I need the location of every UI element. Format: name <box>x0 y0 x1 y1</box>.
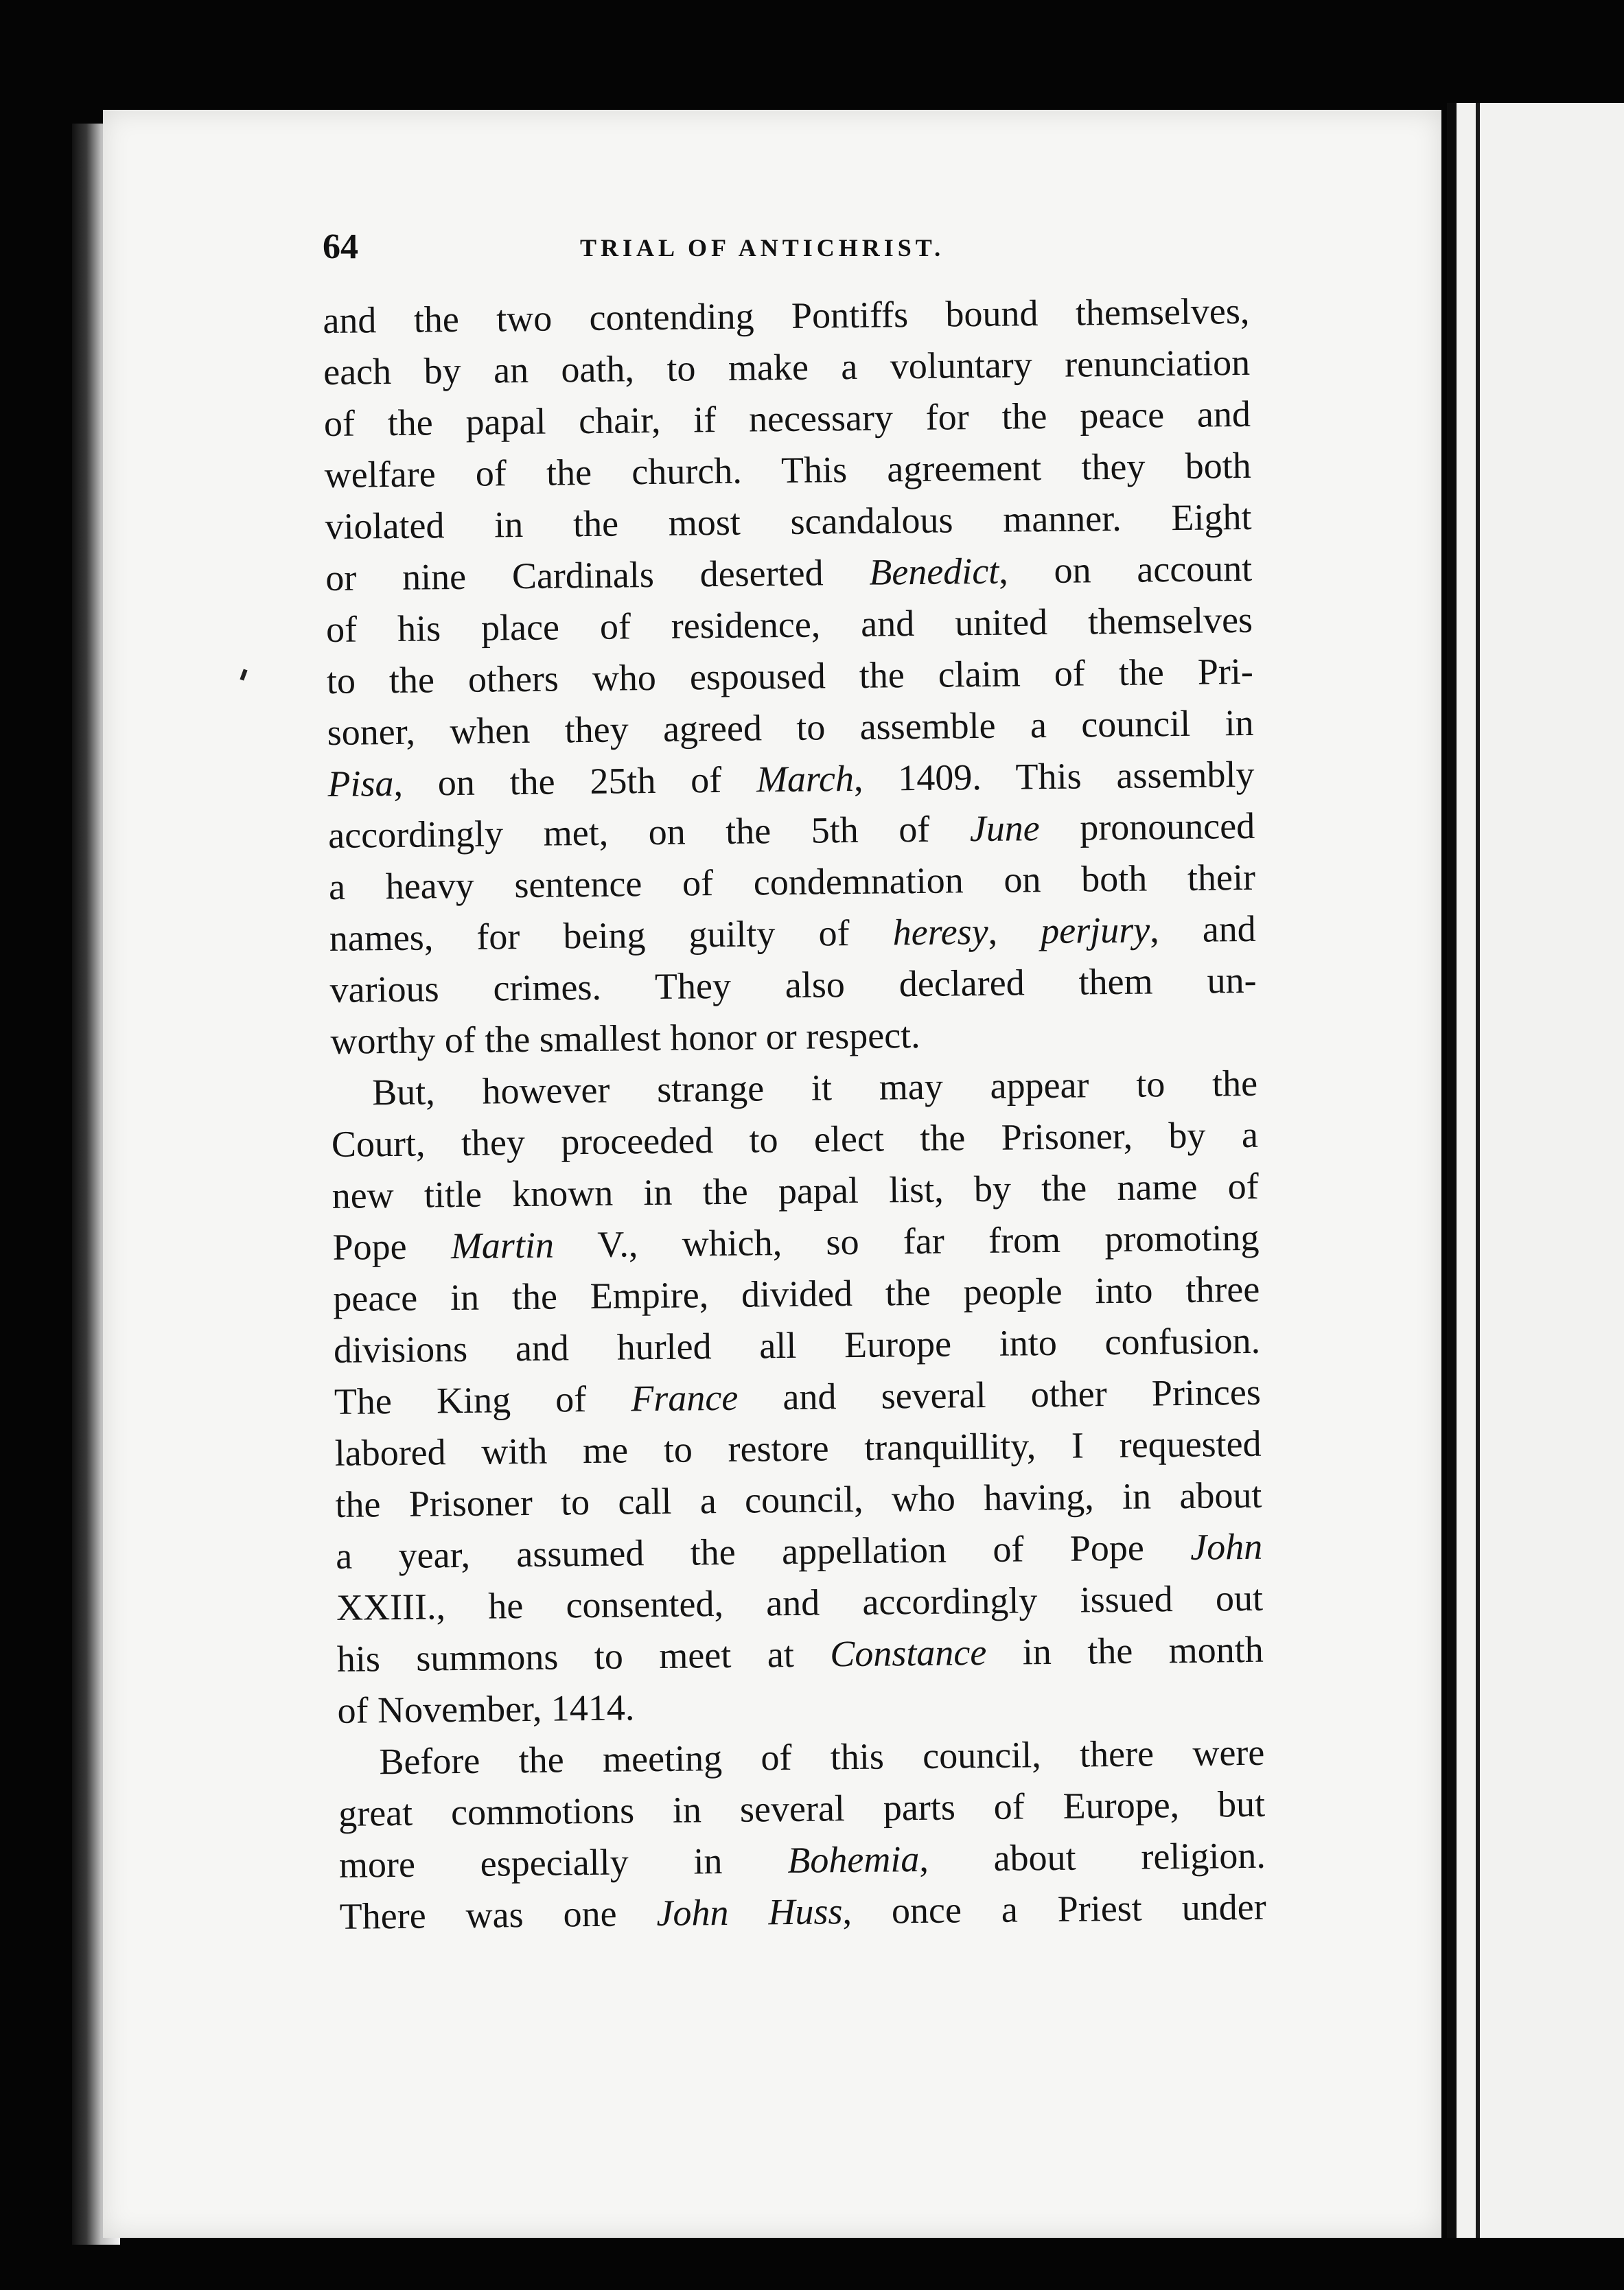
text-line: welfare of the church. This agreement they both <box>324 444 1251 496</box>
text-line: Court, they proceeded to elect the Prisoner, by a <box>331 1113 1259 1165</box>
text-line: peace in the Empire, divided the people into three <box>332 1268 1260 1319</box>
text-line: divisions and hurled all Europe into confusion. <box>333 1319 1261 1371</box>
text-line: a heavy sentence of condemnation on both their <box>328 856 1256 907</box>
text-line: or nine Cardinals deserted Benedict, on account <box>325 547 1253 599</box>
text-line: Pope Martin V., which, so far from promoting <box>332 1216 1260 1268</box>
text-line: Pisa, on the 25th of March, 1409. This assembly <box>327 753 1255 805</box>
text-line: great commotions in several parts of Europe, but <box>338 1783 1266 1834</box>
facing-page-border <box>1476 103 1480 2238</box>
running-head: TRIAL OF ANTICHRIST. <box>580 234 945 262</box>
text-line: soner, when they agreed to assemble a council in <box>327 702 1254 753</box>
text-line: of his place of residence, and united themselves <box>325 599 1253 650</box>
page-gutter <box>1447 103 1457 2238</box>
text-line: and the two contending Pontiffs bound themselves, <box>323 290 1250 341</box>
body-text <box>323 286 1266 1943</box>
text-line: the Prisoner to call a council, who having, in about <box>335 1474 1262 1525</box>
text-line: new title known in the papal list, by the name of <box>332 1165 1259 1216</box>
text-line: of November, 1414. <box>337 1687 635 1731</box>
text-line: violated in the most scandalous manner. Eight <box>325 496 1252 547</box>
text-line: more especially in Bohemia, about religion. <box>338 1834 1266 1886</box>
text-line: his summons to meet at Constance in the month <box>336 1628 1264 1680</box>
page-header <box>323 227 1284 288</box>
text-line: There was one John Huss, once a Priest under <box>339 1886 1266 1937</box>
text-line: The King of France and several other Princes <box>334 1371 1262 1422</box>
text-line: But, however strange it may appear to the <box>371 1062 1258 1113</box>
text-line: XXIII., he consented, and accordingly issued out <box>336 1577 1264 1628</box>
text-line: to the others who espoused the claim of the Pri- <box>326 650 1254 702</box>
text-line: various crimes. They also declared them un- <box>329 959 1257 1010</box>
text-line: of the papal chair, if necessary for the peace and <box>323 393 1251 444</box>
text-line: labored with me to restore tranquillity, I requested <box>334 1422 1262 1474</box>
text-line: a year, assumed the appellation of Pope John <box>335 1525 1263 1577</box>
page-number: 64 <box>323 227 358 266</box>
text-line: worthy of the smallest honor or respect. <box>330 1014 920 1062</box>
text-line: each by an oath, to make a voluntary renunciation <box>323 341 1251 393</box>
facing-page-edge <box>1457 103 1624 2238</box>
text-line: names, for being guilty of heresy, perjury, and <box>329 907 1257 959</box>
text-line: accordingly met, on the 5th of June pronounced <box>327 805 1255 856</box>
text-line: Before the meeting of this council, there were <box>379 1731 1265 1783</box>
